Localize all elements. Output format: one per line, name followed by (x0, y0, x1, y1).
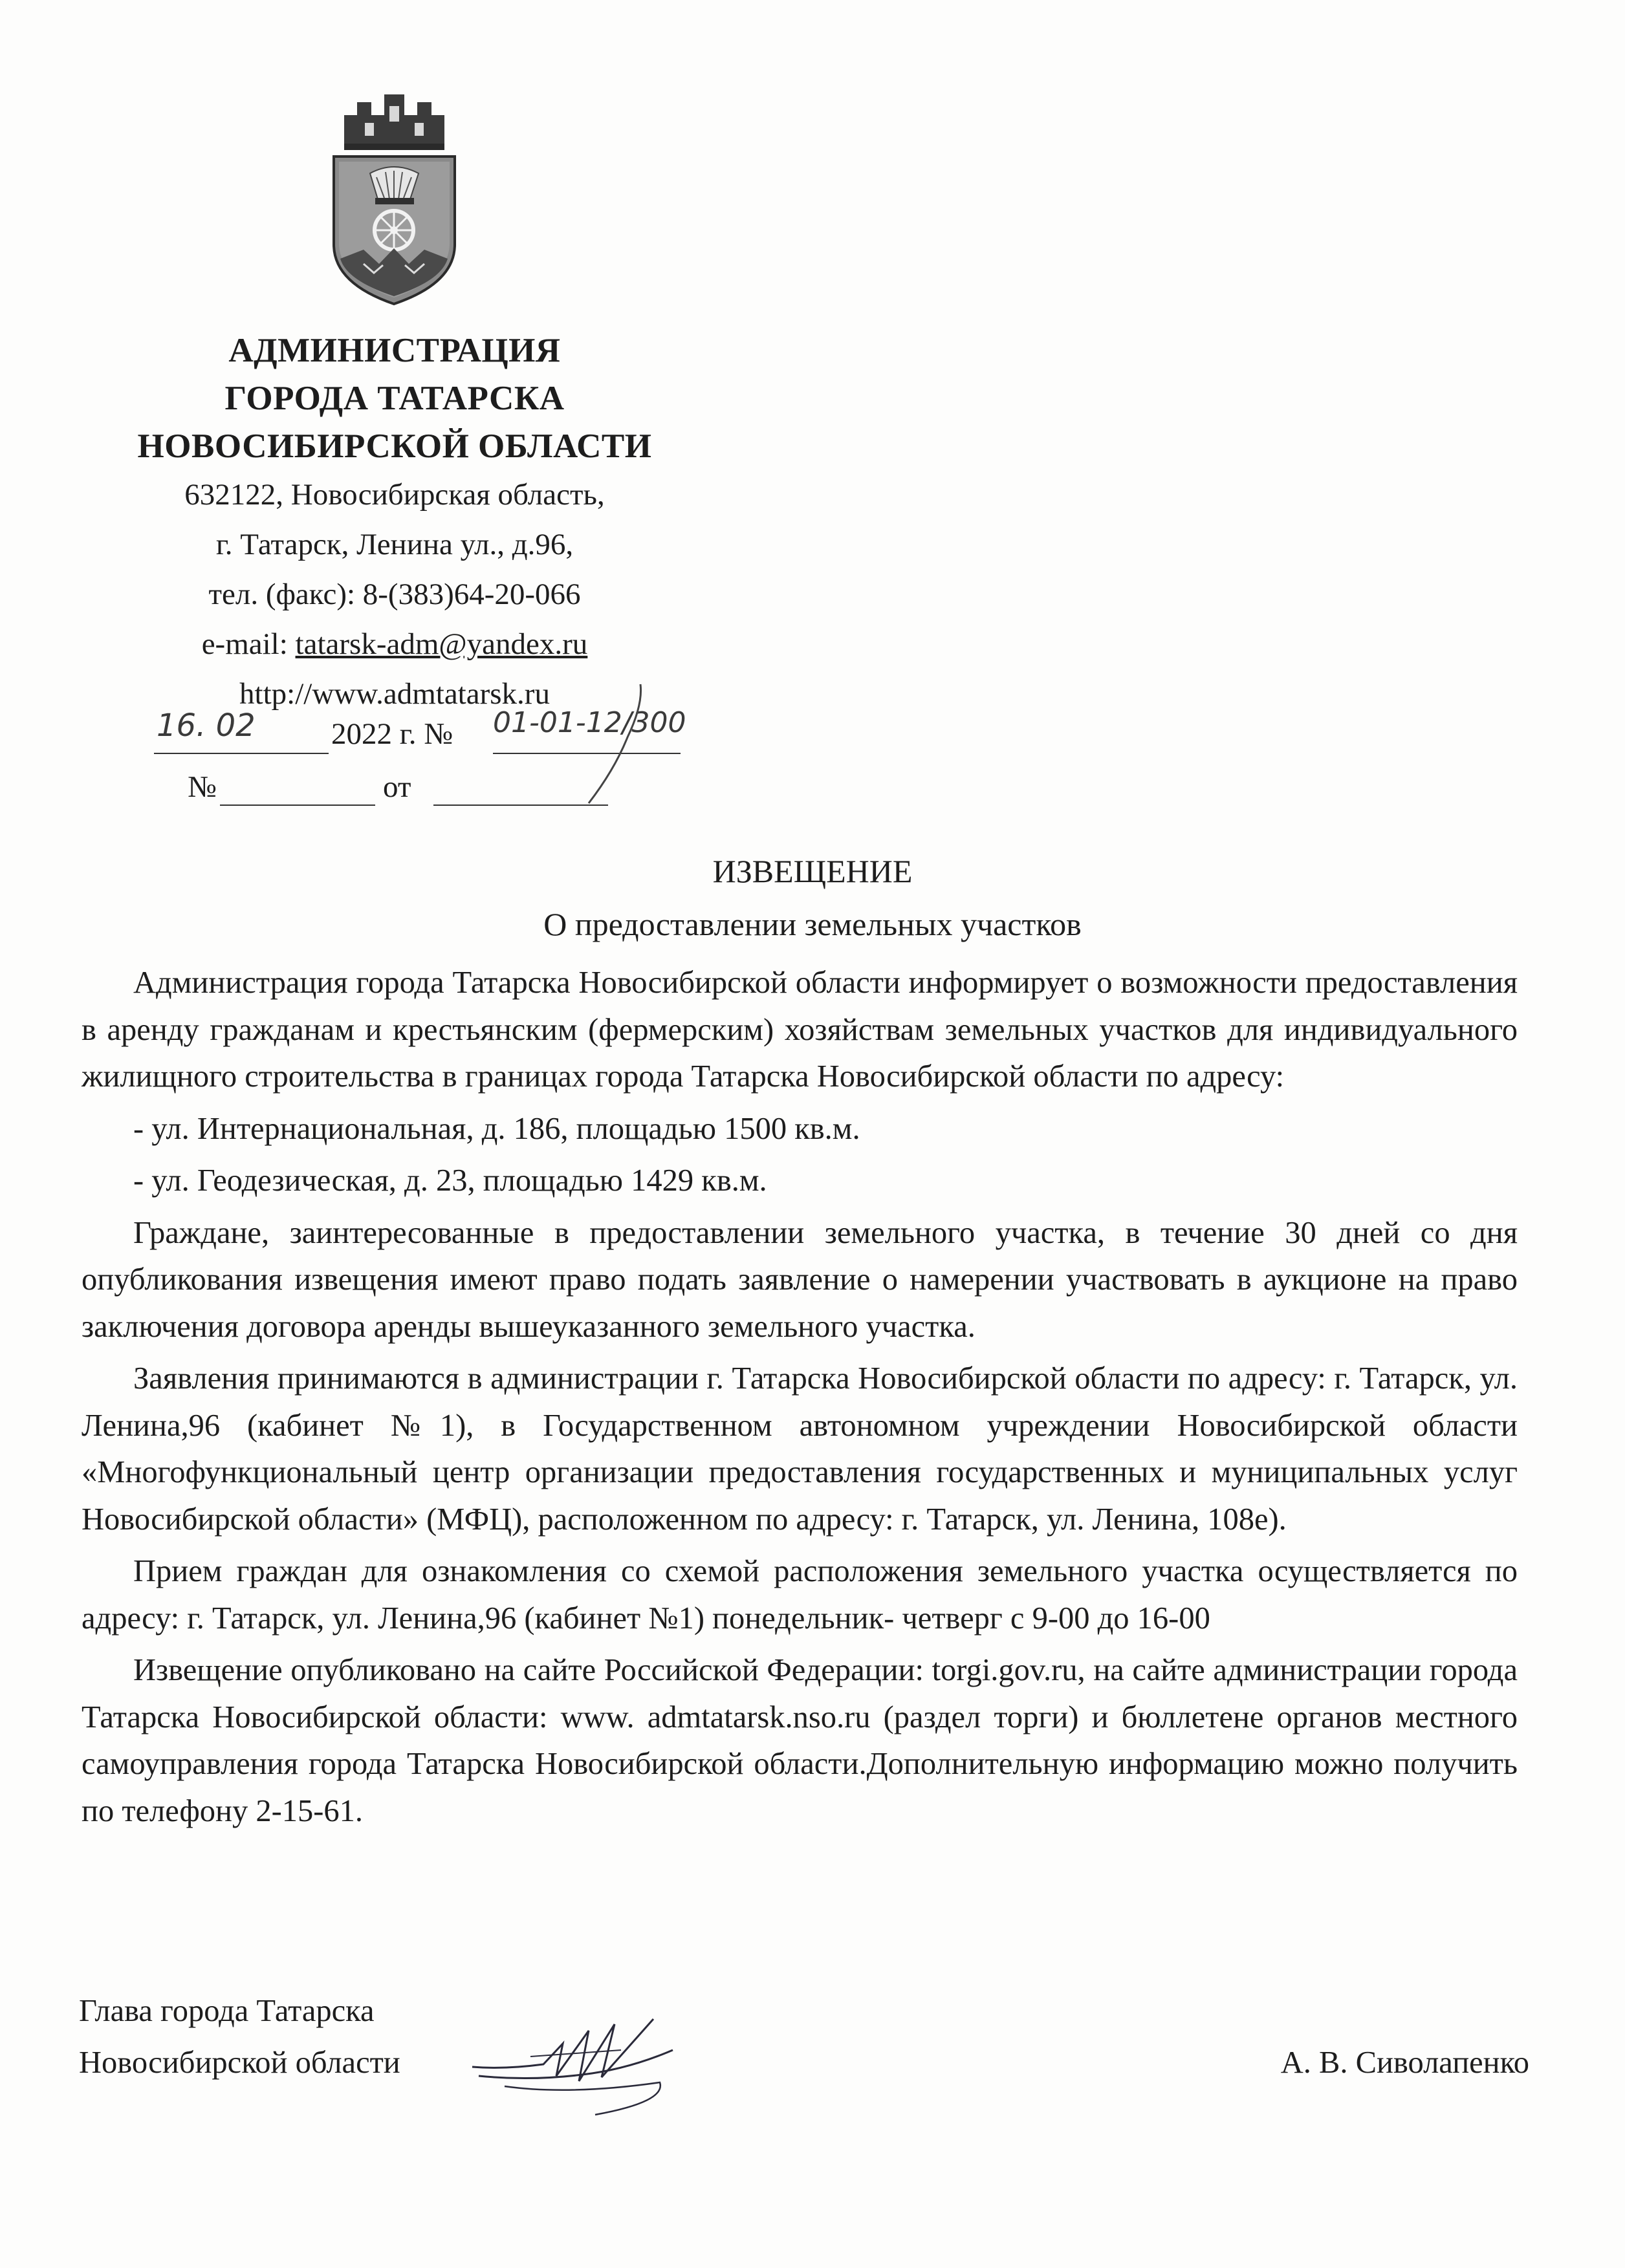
email-link[interactable]: tatarsk-adm@yandex.ru (295, 627, 588, 661)
ref-from-label: от (383, 770, 411, 804)
ref-number-label: № (188, 770, 217, 804)
signatory-name: А. В. Сиволапенко (1280, 2046, 1529, 2080)
pen-stroke-icon (563, 679, 666, 808)
notice-title: ИЗВЕЩЕНИЕ (712, 853, 913, 889)
letterhead (97, 327, 692, 719)
handwritten-date: 16. 02 (157, 707, 256, 744)
paragraph-applicants: Граждане, заинтересованные в предоставлении земельного участка, в течение 30 дней со дня опубликования извещения имеют право подать заявление о намерении участвовать в аукционе на право заключения договора аренды вышеуказанного земельного участка. (82, 1215, 1518, 1344)
org-name-line-1: АДМИНИСТРАЦИЯ (228, 332, 561, 369)
position-line-1: Глава города Татарска (79, 1994, 375, 2028)
position-line-2: Новосибирской области (79, 2046, 400, 2080)
website-line: http://www.admtatarsk.ru (239, 677, 550, 711)
email-label: e-mail: (201, 627, 296, 661)
paragraph-reception: Прием граждан для ознакомления со схемой расположения земельного участка осуществляется по адресу: г. Татарск, ул. Ленина,96 (кабинет №1) понедельник- четверг с 9-00 до 16-00 (82, 1554, 1518, 1636)
address-line-2: г. Татарск, Ленина ул., д.96, (215, 528, 574, 561)
list-item: - ул. Интернациональная, д. 186, площадью 1500 кв.м. (133, 1111, 860, 1146)
org-name-line-2: ГОРОДА ТАТАРСКА (224, 380, 565, 417)
paragraph-publication: Извещение опубликовано на сайте Российской Федерации: torgi.gov.ru, на сайте администрации города Татарска Новосибирской области: www. admtatarsk.nso.ru (раздел торги) и бюллетене органов местного самоуправления города Татарска Новосибирской области.Дополнительную информацию можно получить по телефону 2-15-61. (82, 1653, 1518, 1828)
notice-body (82, 960, 1518, 1835)
notice-subtitle: О предоставлении земельных участков (543, 906, 1082, 942)
coat-of-arms-icon (325, 89, 464, 309)
signatory-position (79, 1985, 400, 2089)
ref-number-blank (220, 805, 375, 806)
paragraph-applications: Заявления принимаются в администрации г. Татарска Новосибирской области по адресу: г. Татарск, ул. Ленина,96 (кабинет №1), в Государственном автономном учреждении Новосибирской области «Многофункциональный центр организации предоставления государственных и муниципальных услуг Новосибирской области» (МФЦ), расположенном по адресу: г. Татарск, ул. Ленина, 108е). (82, 1361, 1518, 1537)
email-line (97, 620, 692, 669)
org-name-line-3: НОВОСИБИРСКОЙ ОБЛАСТИ (137, 427, 652, 465)
phone-line: тел. (факс): 8-(383)64-20-066 (208, 578, 581, 611)
handwritten-signature-icon (466, 2005, 679, 2121)
handwritten-number: 01-01-12/300 (493, 706, 686, 739)
list-item: - ул. Геодезическая, д. 23, площадью 1429 кв.м. (133, 1163, 767, 1198)
year-label: 2022 г. № (331, 717, 453, 751)
address-line-1: 632122, Новосибирская область, (184, 478, 605, 512)
paragraph-intro: Администрация города Татарска Новосибирской области информирует о возможности предоставления в аренду гражданам и крестьянским (фермерским) хозяйствам земельных участков для индивидуального жилищного строительства в границах города Татарска Новосибирской области по адресу: (82, 966, 1518, 1094)
date-blank (154, 753, 329, 754)
